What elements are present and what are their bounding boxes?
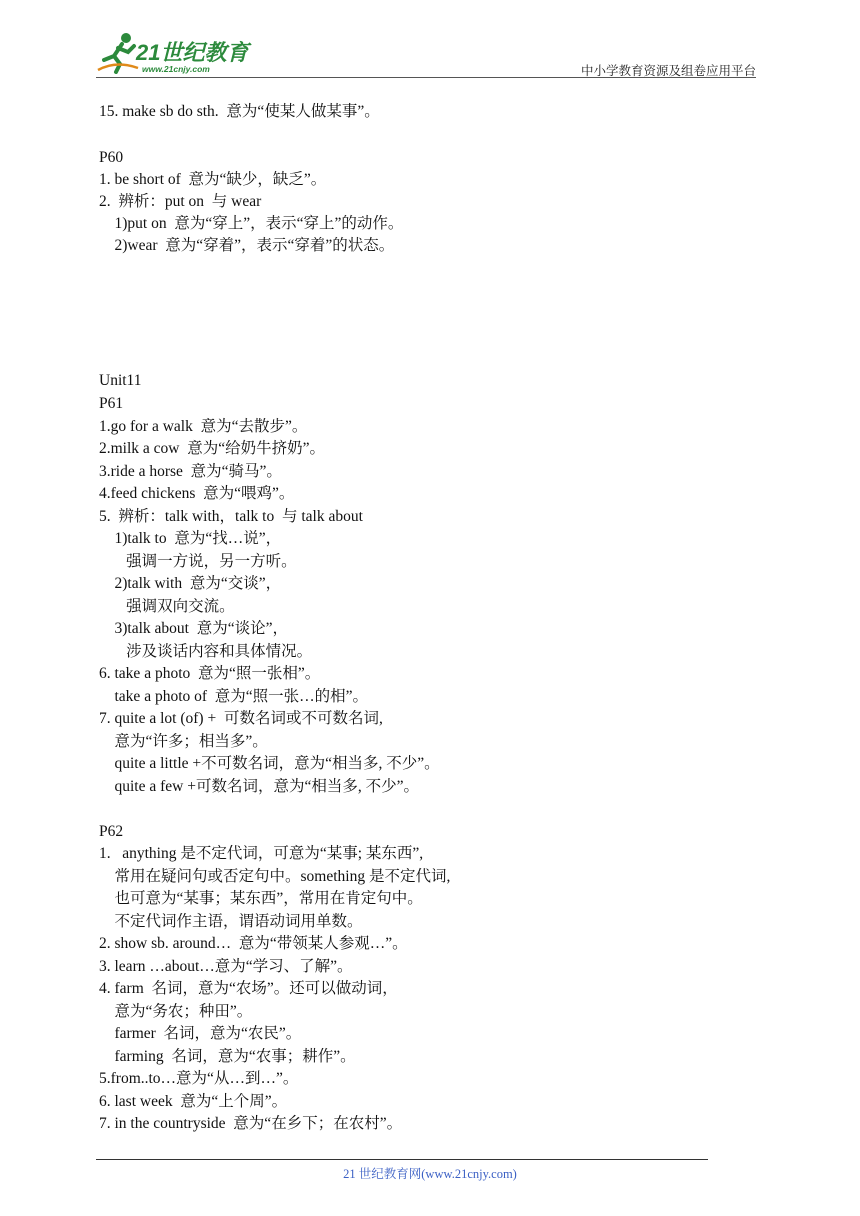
text-line: 强调一方说，另一方听。 xyxy=(99,553,297,570)
text-line: 涉及谈话内容和具体情况。 xyxy=(99,643,313,660)
text-line: 1. anything 是不定代词，可意为“某事; 某东西”, xyxy=(99,845,424,862)
section-heading: P62 xyxy=(99,823,124,840)
text-line: 5. 辨析：talk with，talk to 与 talk about xyxy=(99,508,363,525)
platform-name: 中小学教育资源及组卷应用平台 xyxy=(580,64,756,78)
footer-link[interactable]: 21 世纪教育网(www.21cnjy.com) xyxy=(343,1167,517,1181)
section-heading: P61 xyxy=(99,395,124,412)
unit-heading: Unit11 xyxy=(99,372,142,389)
text-line: 1)talk to 意为“找…说”， xyxy=(99,530,282,547)
header-divider xyxy=(96,77,756,78)
text-line: 1. be short of 意为“缺少，缺乏”。 xyxy=(99,171,327,188)
text-line: 3. learn …about…意为“学习、了解”。 xyxy=(99,958,353,975)
footer-divider xyxy=(96,1159,708,1160)
text-line: 7. in the countryside 意为“在乡下；在农村”。 xyxy=(99,1115,403,1132)
text-line: 1.go for a walk 意为“去散步”。 xyxy=(99,418,308,435)
text-line: 强调双向交流。 xyxy=(99,598,235,615)
text-line: quite a few +可数名词，意为“相当多, 不少”。 xyxy=(99,778,419,795)
site-logo xyxy=(96,30,266,78)
text-line: 7. quite a lot (of) + 可数名词或不可数名词, xyxy=(99,710,383,727)
text-line: 也可意为“某事；某东西”，常用在肯定句中。 xyxy=(99,890,423,907)
text-line: quite a little +不可数名词，意为“相当多, 不少”。 xyxy=(99,755,440,772)
text-line: 3)talk about 意为“谈论”， xyxy=(99,620,288,637)
text-line: 1)put on 意为“穿上”，表示“穿上”的动作。 xyxy=(99,215,404,232)
logo-url: www.21cnjy.com xyxy=(142,64,210,74)
text-line: 4.feed chickens 意为“喂鸡”。 xyxy=(99,485,295,502)
page-header xyxy=(0,0,860,80)
text-line: 2. show sb. around… 意为“带领某人参观…”。 xyxy=(99,935,408,952)
text-line: 4. farm 名词，意为“农场”。还可以做动词， xyxy=(99,980,398,997)
text-line: 常用在疑问句或否定句中。something 是不定代词, xyxy=(99,868,451,885)
section-heading: P60 xyxy=(99,149,124,166)
text-line: 2)wear 意为“穿着”，表示“穿着”的状态。 xyxy=(99,237,395,254)
text-line: farmer 名词，意为“农民”。 xyxy=(99,1025,302,1042)
text-line: 6. take a photo 意为“照一张相”。 xyxy=(99,665,321,682)
text-line: 5.from..to…意为“从…到…”。 xyxy=(99,1070,299,1087)
runner-icon xyxy=(96,30,140,74)
text-line: 2.milk a cow 意为“给奶牛挤奶”。 xyxy=(99,440,326,457)
text-line: 6. last week 意为“上个周”。 xyxy=(99,1093,288,1110)
text-line: 2. 辨析：put on 与 wear xyxy=(99,193,262,210)
text-line: 意为“许多；相当多”。 xyxy=(99,733,268,750)
text-line: 3.ride a horse 意为“骑马”。 xyxy=(99,463,282,480)
text-line: 2)talk with 意为“交谈”， xyxy=(99,575,282,592)
text-line: 不定代词作主语，谓语动词用单数。 xyxy=(99,913,363,930)
text-line: 意为“务农；种田”。 xyxy=(99,1003,253,1020)
logo-text: 21世纪教育 xyxy=(136,40,249,65)
text-line: take a photo of 意为“照一张…的相”。 xyxy=(99,688,369,705)
text-line: farming 名词，意为“农事；耕作”。 xyxy=(99,1048,356,1065)
text-line: 15. make sb do sth. 意为“使某人做某事”。 xyxy=(99,103,380,120)
